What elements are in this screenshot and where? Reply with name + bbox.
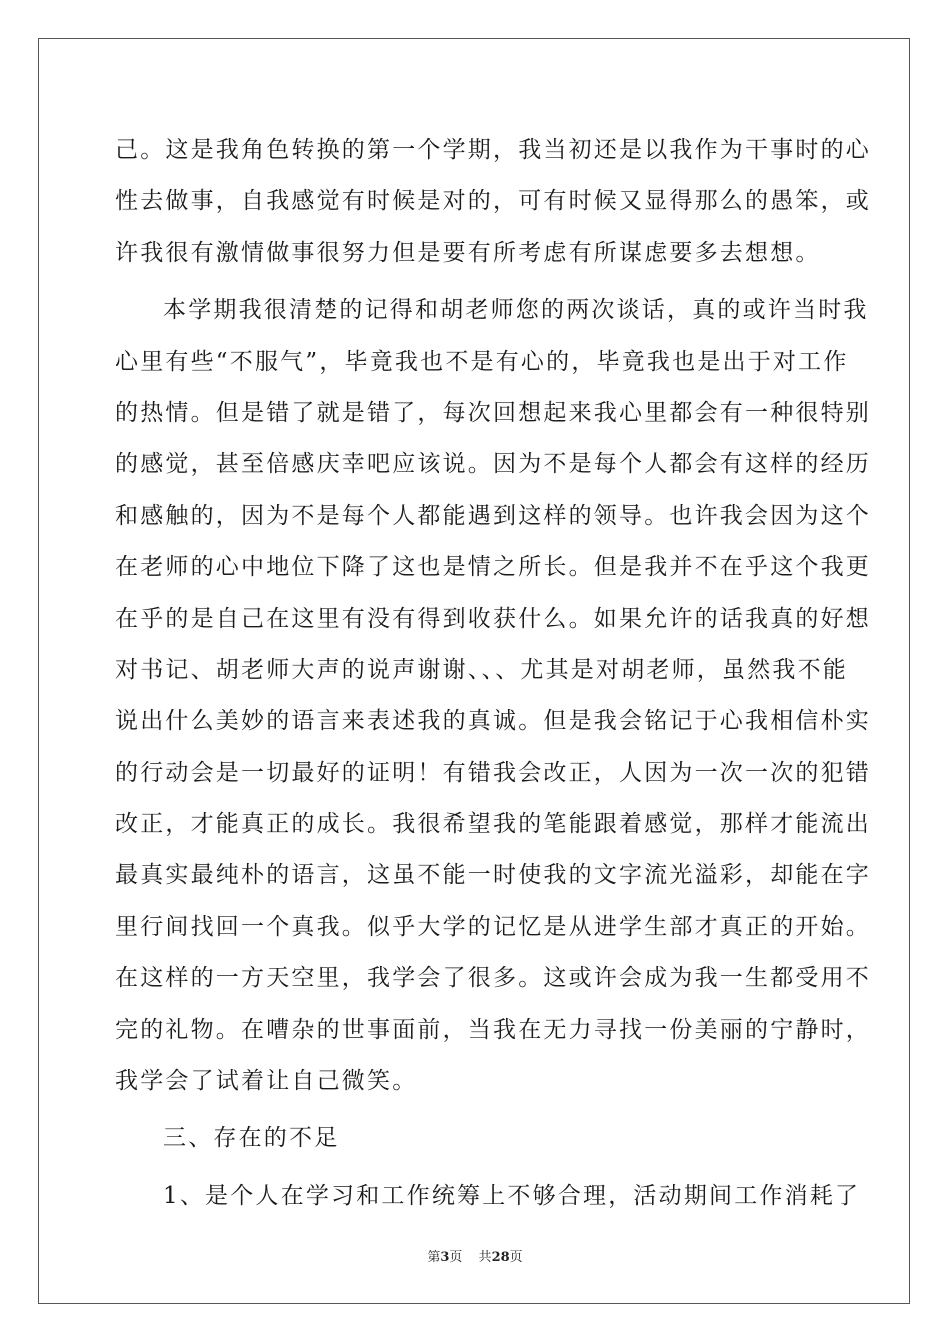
text-line: 我学会了试着让自己微笑。 xyxy=(115,1068,418,1095)
text-line: 里行间找回一个真我。似乎大学的记忆是从进学生部才真正的开始。 xyxy=(115,913,871,940)
text-line: 许我很有激情做事很努力但是要有所考虑有所谋虑要多去想想。 xyxy=(115,239,821,266)
page-number: 3 xyxy=(440,1250,450,1265)
total-indicator xyxy=(479,1250,523,1265)
page-indicator xyxy=(427,1250,462,1265)
text-line: 和感触的，因为不是每个人都能遇到这样的领导。也许我会因为这个 xyxy=(115,502,871,529)
page-suffix: 页 xyxy=(449,1250,463,1265)
document-body xyxy=(115,125,871,1222)
text-line: 己。这是我角色转换的第一个学期，我当初还是以我作为干事时的心 xyxy=(115,137,871,163)
total-pages: 28 xyxy=(491,1250,510,1265)
text-line: 改正，才能真正的成长。我很希望我的笔能跟着感觉，那样才能流出 xyxy=(115,811,871,838)
text-line: 在乎的是自己在这里有没有得到收获什么。如果允许的话我真的好想 xyxy=(115,605,871,632)
page-footer xyxy=(0,1246,950,1265)
text-line: 在老师的心中地位下降了这也是情之所长。但是我并不在乎这个我更 xyxy=(115,554,871,581)
text-line: 完的礼物。在嘈杂的世事面前，当我在无力寻找一份美丽的宁静时， xyxy=(115,1016,871,1043)
text-line: 本学期我很清楚的记得和胡老师您的两次谈话，真的或许当时我 xyxy=(163,297,869,324)
text-line: 心里有些“不服气”，毕竟我也不是有心的，毕竟我也是出于对工作 xyxy=(115,348,849,375)
text-line: 性去做事，自我感觉有时候是对的，可有时候又显得那么的愚笨，或 xyxy=(115,188,871,215)
text-line: 的热情。但是错了就是错了，每次回想起来我心里都会有一种很特别 xyxy=(115,399,871,426)
text-line: 的行动会是一切最好的证明！有错我会改正，人因为一次一次的犯错 xyxy=(115,759,871,786)
text-line: 1、是个人在学习和工作统筹上不够合理，活动期间工作消耗了 xyxy=(163,1182,861,1209)
total-prefix: 共 xyxy=(478,1250,492,1265)
page-prefix: 第 xyxy=(427,1250,441,1265)
text-line: 在这样的一方天空里，我学会了很多。这或许会成为我一生都受用不 xyxy=(115,965,871,992)
total-suffix: 页 xyxy=(509,1250,523,1265)
text-line: 最真实最纯朴的语言，这虽不能一时使我的文字流光溢彩，却能在字 xyxy=(115,862,871,889)
text-line: 对书记、胡老师大声的说声谢谢、、、尤其是对胡老师，虽然我不能 xyxy=(115,656,848,683)
section-heading: 三、存在的不足 xyxy=(163,1125,340,1152)
text-line: 说出什么美妙的语言来表述我的真诚。但是我会铭记于心我相信朴实 xyxy=(115,708,871,735)
text-line: 的感觉，甚至倍感庆幸吧应该说。因为不是每个人都会有这样的经历 xyxy=(115,451,871,478)
